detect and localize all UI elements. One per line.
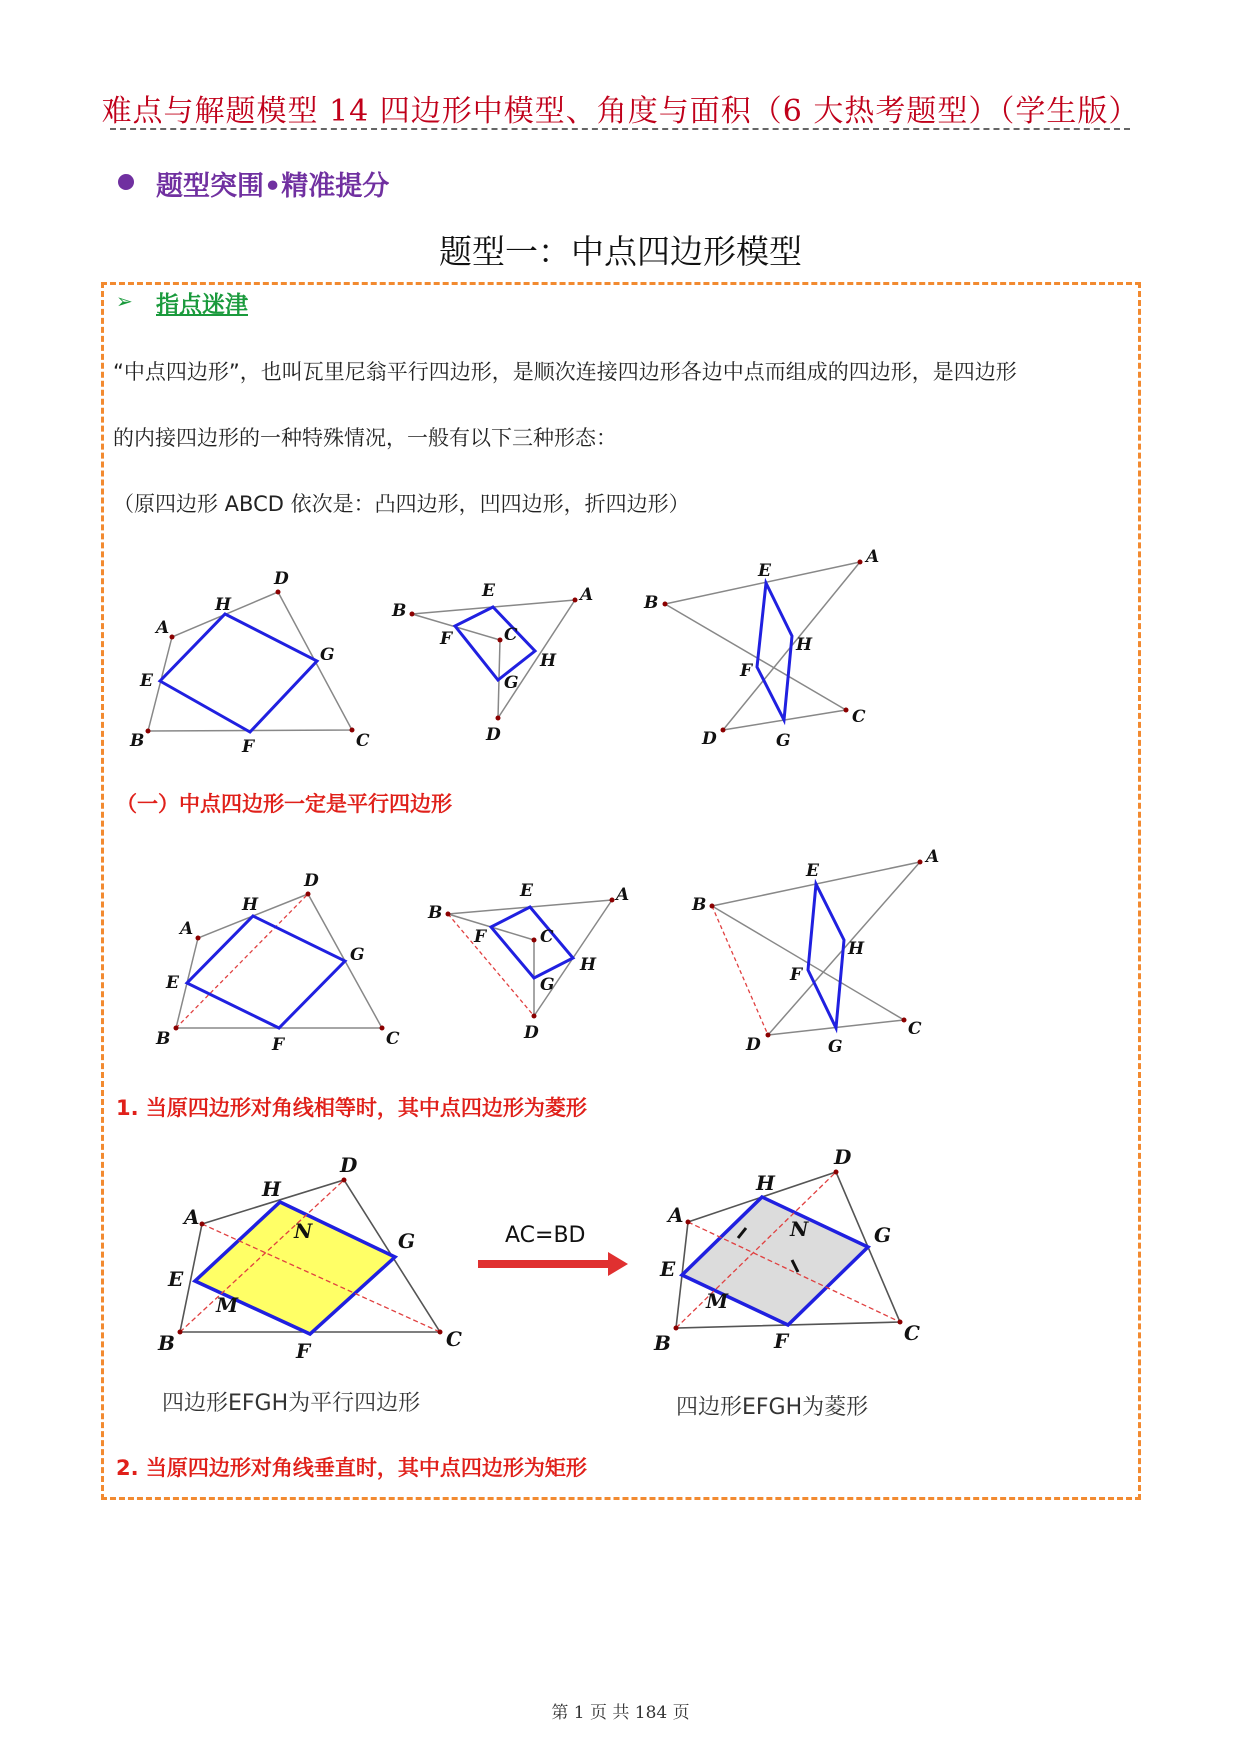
crossed-diagonal-figure: [691, 847, 939, 1057]
label-A: A: [180, 919, 194, 939]
label-F: F: [242, 737, 255, 757]
label-H: H: [756, 1171, 775, 1195]
tip-paragraph-2: 的内接四边形的一种特殊情况，一般有以下三种形态：: [113, 426, 617, 450]
crossed-quadrilateral-figure: [643, 547, 879, 751]
label-A: A: [668, 1203, 684, 1227]
convex-quadrilateral-figure: [129, 569, 370, 757]
label-F: F: [740, 661, 753, 681]
label-N: N: [294, 1219, 313, 1243]
label-B: B: [130, 731, 145, 751]
label-F: F: [790, 965, 803, 985]
label-M: M: [216, 1293, 239, 1317]
bullet-dot-icon: [118, 174, 134, 190]
figure-row-forms: [120, 540, 1120, 760]
label-B: B: [692, 895, 707, 915]
label-D: D: [340, 1153, 358, 1177]
point-heading-2: 2. 当原四边形对角线垂直时，其中点四边形为矩形: [116, 1456, 587, 1480]
footer-total-pages: 184: [634, 1703, 668, 1723]
tip-paragraph-1: “中点四边形”，也叫瓦里尼翁平行四边形，是顺次连接四边形各边中点而组成的四边形，是四边形: [113, 360, 1017, 384]
label-D: D: [524, 1023, 539, 1043]
tip-paragraph-3: （原四边形 ABCD 依次是：凸四边形，凹四边形，折四边形）: [113, 492, 690, 516]
label-C: C: [504, 625, 518, 645]
label-H: H: [580, 955, 597, 975]
label-B: B: [392, 601, 407, 621]
transform-arrow: [478, 1223, 628, 1276]
label-A: A: [580, 585, 594, 605]
label-E: E: [482, 581, 495, 601]
label-G: G: [776, 731, 791, 751]
label-G: G: [874, 1223, 892, 1247]
label-G: G: [540, 975, 555, 995]
type-title: 题型一：中点四边形模型: [439, 232, 802, 271]
footer-page-number: 1: [573, 1703, 585, 1723]
label-B: B: [428, 903, 443, 923]
label-D: D: [486, 725, 501, 745]
label-E: E: [168, 1267, 184, 1291]
label-M: M: [706, 1289, 729, 1313]
subsection-heading-1: （一）中点四边形一定是平行四边形: [116, 792, 452, 816]
label-D: D: [304, 871, 319, 891]
label-F: F: [440, 629, 453, 649]
section-heading: 题型突围•精准提分: [156, 171, 390, 202]
concave-diagonal-figure: [427, 881, 629, 1043]
label-A: A: [926, 847, 940, 867]
label-F: F: [296, 1339, 311, 1363]
label-H: H: [796, 635, 813, 655]
label-A: A: [866, 547, 880, 567]
label-E: E: [140, 671, 153, 691]
label-N: N: [790, 1217, 809, 1241]
label-G: G: [350, 945, 365, 965]
label-A: A: [156, 618, 170, 638]
label-B: B: [644, 593, 659, 613]
label-E: E: [520, 881, 533, 901]
label-G: G: [320, 645, 335, 665]
title-divider: [110, 128, 1130, 130]
label-H: H: [215, 595, 232, 615]
concave-quadrilateral-figure: [391, 581, 593, 745]
footer-suffix: 页: [672, 1703, 690, 1723]
label-D: D: [702, 729, 717, 749]
footer-prefix: 第: [551, 1703, 569, 1723]
document-title: 难点与解题模型 14 四边形中模型、角度与面积（6 大热考题型）（学生版）: [101, 94, 1140, 129]
label-B: B: [654, 1331, 671, 1355]
label-G: G: [504, 673, 519, 693]
label-G: G: [398, 1229, 416, 1253]
point-heading-1: 1. 当原四边形对角线相等时，其中点四边形为菱形: [116, 1096, 587, 1120]
caption-rhombus: 四边形EFGH为菱形: [676, 1395, 869, 1420]
label-E: E: [758, 561, 771, 581]
convex-diagonal-figure: [155, 871, 400, 1055]
label-C: C: [540, 927, 554, 947]
label-H: H: [540, 651, 557, 671]
rhombus-figure: [653, 1145, 920, 1355]
label-D: D: [746, 1035, 761, 1055]
figure-row-diagonals: [120, 830, 1120, 1060]
label-C: C: [356, 731, 370, 751]
label-F: F: [474, 927, 487, 947]
label-C: C: [446, 1327, 462, 1351]
label-D: D: [834, 1145, 852, 1169]
label-E: E: [660, 1257, 676, 1281]
page-footer: [0, 1698, 1241, 1723]
label-C: C: [386, 1029, 400, 1049]
label-C: C: [908, 1019, 922, 1039]
caption-parallelogram: 四边形EFGH为平行四边形: [162, 1391, 421, 1416]
arrow-label: AC=BD: [505, 1223, 586, 1248]
label-E: E: [166, 973, 179, 993]
label-D: D: [274, 569, 289, 589]
label-F: F: [774, 1329, 789, 1353]
parallelogram-figure: [157, 1153, 462, 1363]
figure-row-rhombus: [140, 1136, 960, 1366]
label-B: B: [156, 1029, 171, 1049]
label-F: F: [272, 1035, 285, 1055]
label-E: E: [806, 861, 819, 881]
arrow-bullet-icon: ➢: [116, 289, 133, 313]
label-H: H: [242, 895, 259, 915]
label-A: A: [616, 885, 630, 905]
label-C: C: [852, 707, 866, 727]
footer-mid: 页 共: [589, 1703, 630, 1723]
label-B: B: [158, 1331, 175, 1355]
label-H: H: [262, 1177, 281, 1201]
label-A: A: [184, 1205, 200, 1229]
tip-label: 指点迷津: [156, 292, 248, 318]
label-G: G: [828, 1037, 843, 1057]
label-H: H: [848, 939, 865, 959]
label-C: C: [904, 1321, 920, 1345]
